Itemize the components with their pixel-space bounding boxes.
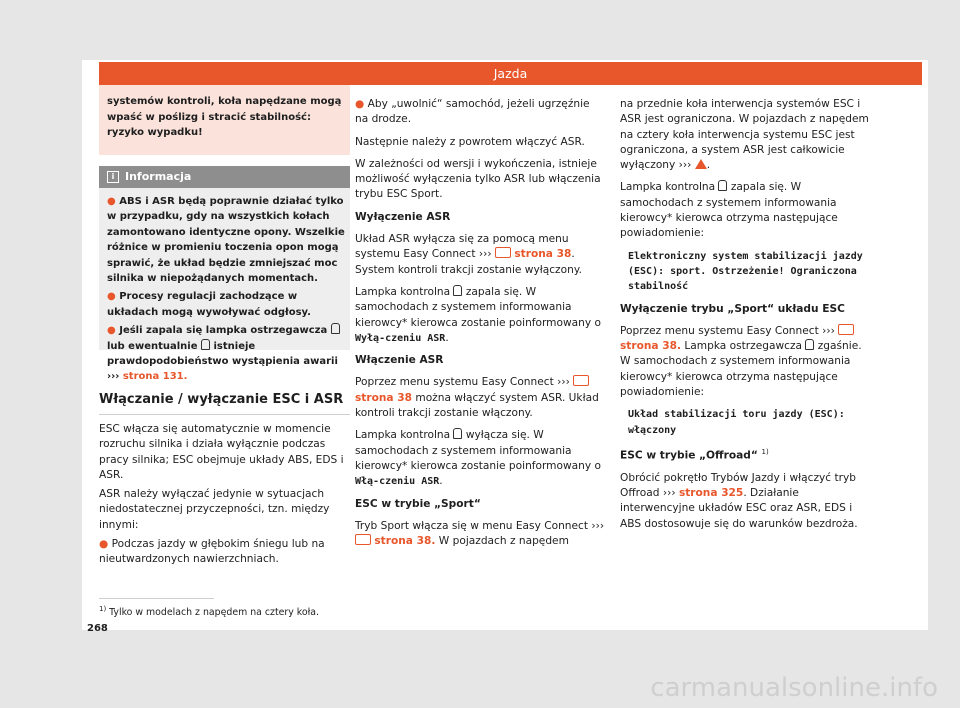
info-box — [99, 166, 350, 383]
info-icon: i — [107, 171, 119, 183]
page-ref-link[interactable]: strona 131. — [122, 371, 188, 383]
chapter-title: Jazda — [493, 66, 528, 81]
page-ref-link[interactable]: strona 38 — [355, 391, 412, 404]
column-1-body — [99, 422, 350, 572]
info-item: ● Jeśli zapala się lampka ostrzegawcza lub ewentualnie istnieje prawdopodobieństwo wystąpienia awarii ››› strona 131. — [107, 325, 338, 383]
page-ref-link[interactable]: strona 38. — [374, 535, 436, 548]
paragraph: Lampka kontrolna zapala się. W samochodach z systemem informowania kierowcy* kierowca otrzyma następujące powiadomienie: — [620, 181, 838, 240]
subheading-esc-sport: ESC w trybie „Sport“ — [355, 497, 481, 510]
footnote-divider — [99, 598, 214, 599]
page-ref-link[interactable]: strona 325 — [678, 487, 744, 500]
column-3-body — [620, 97, 872, 539]
subheading-esc-sport-off: Wyłączenie trybu „Sport“ układu ESC — [620, 302, 845, 315]
list-item: ● Podczas jazdy w głębokim śniegu lub na nieutwardzonych nawierzchniach. — [99, 538, 325, 566]
book-icon — [573, 375, 589, 386]
paragraph: Poprzez menu systemu Easy Connect ››› strona 38 można włączyć system ASR. Układ kontroli trakcji zostanie włączony. — [355, 376, 599, 420]
subheading-asr-on: Włączenie ASR — [355, 354, 444, 367]
asr-lamp-icon — [453, 428, 462, 439]
warning-text: systemów kontroli, koła napędzane mogą wpaść w poślizg i stracić stabilność: ryzyko wypadku! — [107, 96, 342, 138]
page-ref-link[interactable]: strona 38. — [620, 340, 682, 353]
book-icon — [838, 324, 854, 335]
paragraph: Tryb Sport włącza się w menu Easy Connect ››› strona 38. W pojazdach z napędem — [355, 519, 605, 548]
warning-box — [99, 85, 350, 155]
paragraph: Następnie należy z powrotem włączyć ASR. — [355, 135, 585, 148]
display-message: Elektroniczny system stabilizacji jazdy (ESC): sport. Ostrzeżenie! Ograniczona stabilność — [628, 250, 863, 293]
warning-triangle-icon — [695, 159, 707, 169]
esc-lamp-icon — [805, 339, 814, 350]
paragraph: Układ ASR wyłącza się za pomocą menu systemu Easy Connect ››› strona 38. System kontroli trakcji zostanie wyłączony. — [355, 233, 582, 276]
page-number: 268 — [87, 623, 108, 634]
paragraph: Lampka kontrolna zapala się. W samochodach z systemem informowania kierowcy* kierowca zostanie poinformowany o Wyłą-czeniu ASR. — [355, 285, 601, 344]
esc-lamp-icon — [718, 180, 727, 191]
footnote: $^{1)}$ Tylko w modelach z napędem na cztery koła. — [99, 605, 319, 619]
paragraph: Obrócić pokrętło Trybów Jazdy i włączyć tryb Offroad ››› strona 325. Działanie interwencyjne układów ESC oraz ASR, EDS i ABS dostosowuje się do warunków bezdroża. — [620, 471, 858, 530]
list-item: ● Aby „uwolnić“ samochód, jeżeli ugrzęźnie na drodze. — [355, 98, 590, 126]
divider — [99, 414, 350, 415]
esc-lamp-icon — [201, 339, 210, 350]
paragraph: Lampka kontrolna wyłącza się. W samochodach z systemem informowania kierowcy* kierowca zostanie poinformowany o Włą-czeniu ASR. — [355, 429, 601, 488]
column-2-body — [355, 97, 606, 556]
chapter-header — [99, 62, 922, 85]
info-title: Informacja — [125, 170, 192, 183]
book-icon — [355, 534, 371, 545]
paragraph: Poprzez menu systemu Easy Connect ››› strona 38. Lampka ostrzegawcza zgaśnie. W samochodach z systemem informowania kierowcy* kierowca otrzyma następujące powiadomienie: — [620, 324, 862, 399]
paragraph: ASR należy wyłączać jedynie w sytuacjach niedostatecznej przyczepności, tzn. między innymi: — [99, 488, 330, 531]
info-item: ● Procesy regulacji zachodzące w układach mogą wywoływać odgłosy. — [107, 291, 311, 318]
info-list — [107, 194, 345, 388]
paragraph: na przednie koła interwencja systemów ESC i ASR jest ograniczona. W pojazdach z napędem na cztery koła interwencja systemu ESC jest ograniczona, a system ASR jest całkowicie wyłączony ››› . — [620, 98, 869, 172]
warning-lamp-icon — [331, 323, 340, 334]
asr-lamp-icon — [453, 285, 462, 296]
paragraph: W zależności od wersji i wykończenia, istnieje możliwość wyłączenia tylko ASR lub włączenia trybu ESC Sport. — [355, 157, 601, 201]
display-message: Układ stabilizacji toru jazdy (ESC): włączony — [628, 409, 845, 436]
section-title: Włączanie / wyłączanie ESC i ASR — [99, 392, 344, 407]
watermark — [0, 671, 960, 708]
page-ref-link[interactable]: strona 38 — [514, 248, 572, 261]
watermark-text: carmanualsonline.info — [650, 673, 938, 703]
subheading-esc-offroad: ESC w trybie „Offroad“ $^{1)}$ — [620, 447, 769, 462]
manual-page — [82, 60, 928, 634]
info-item: ● ABS i ASR będą poprawnie działać tylko w przypadku, gdy na wszystkich kołach zamontowano identyczne opony. Wszelkie różnice w promieniu toczenia opon mogą sprawić, że układ będzie zmniejszać moc silnika w niepożądanych momentach. — [107, 196, 345, 285]
info-header — [99, 166, 350, 188]
paragraph: ESC włącza się automatycznie w momencie rozruchu silnika i działa wyłącznie podczas pracy silnika; ESC obejmuje układy ABS, EDS i ASR. — [99, 423, 344, 481]
book-icon — [495, 247, 511, 258]
subheading-asr-off: Wyłączenie ASR — [355, 210, 451, 223]
